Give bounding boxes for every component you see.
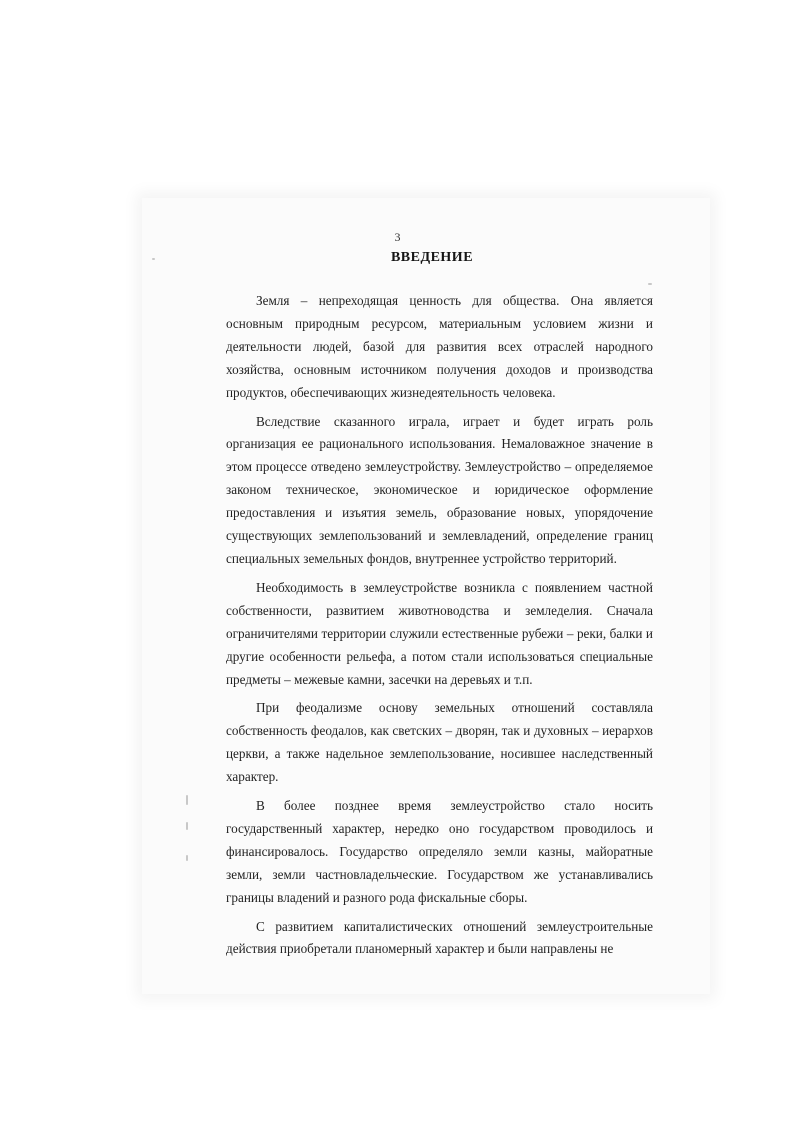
scan-speck xyxy=(648,283,652,285)
scan-speck xyxy=(186,795,188,805)
body-text xyxy=(226,290,653,967)
paragraph-1: Земля – непреходящая ценность для общества. Она является основным природным ресурсом, материальным условием жизни и деятельности людей, базой для развития всех отраслей народного хозяйства, основным источником получения доходов и производства продуктов, обеспечивающих жизнедеятельность человека. xyxy=(226,293,653,400)
paragraph-5: В более позднее время землеустройство стало носить государственный характер, нередко оно государством проводилось и финансировалось. Государство определяло земли казны, майоратные земли, земли частновладельческие. Государством же устанавливались границы владений и разного рода фискальные сборы. xyxy=(226,798,653,905)
scan-speck xyxy=(186,855,188,861)
page-number: 3 xyxy=(394,230,401,244)
paragraph-3: Необходимость в землеустройстве возникла с появлением частной собственности, развитием животноводства и земледелия. Сначала ограничителями территории служили естественные рубежи – реки, балки и другие особенности рельефа, а потом стали использоваться специальные предметы – межевые камни, засечки на деревьях и т.п. xyxy=(226,579,653,687)
scan-speck xyxy=(186,822,188,830)
paragraph-6: С развитием капиталистических отношений землеустроительные действия приобретали планомерный характер и были направлены не xyxy=(226,918,653,957)
section-heading: ВВЕДЕНИЕ xyxy=(390,250,474,265)
scan-speck xyxy=(152,258,155,260)
paragraph-4: При феодализме основу земельных отношений составляла собственность феодалов, как светских – дворян, так и духовных – иерархов церкви, а также надельное землепользование, носившее наследственный характер. xyxy=(226,700,653,785)
paragraph-2: Вследствие сказанного играла, играет и будет играть роль организация ее рационального использования. Немаловажное значение в этом процессе отведено землеустройству. Землеустройство – определяемое законом техническое, экономическое и юридическое оформление предоставления и изъятия земель, образование новых, упорядочение существующих землепользований и землевладений, определение границ специальных земельных фондов, внутреннее устройство территорий. xyxy=(226,413,653,566)
